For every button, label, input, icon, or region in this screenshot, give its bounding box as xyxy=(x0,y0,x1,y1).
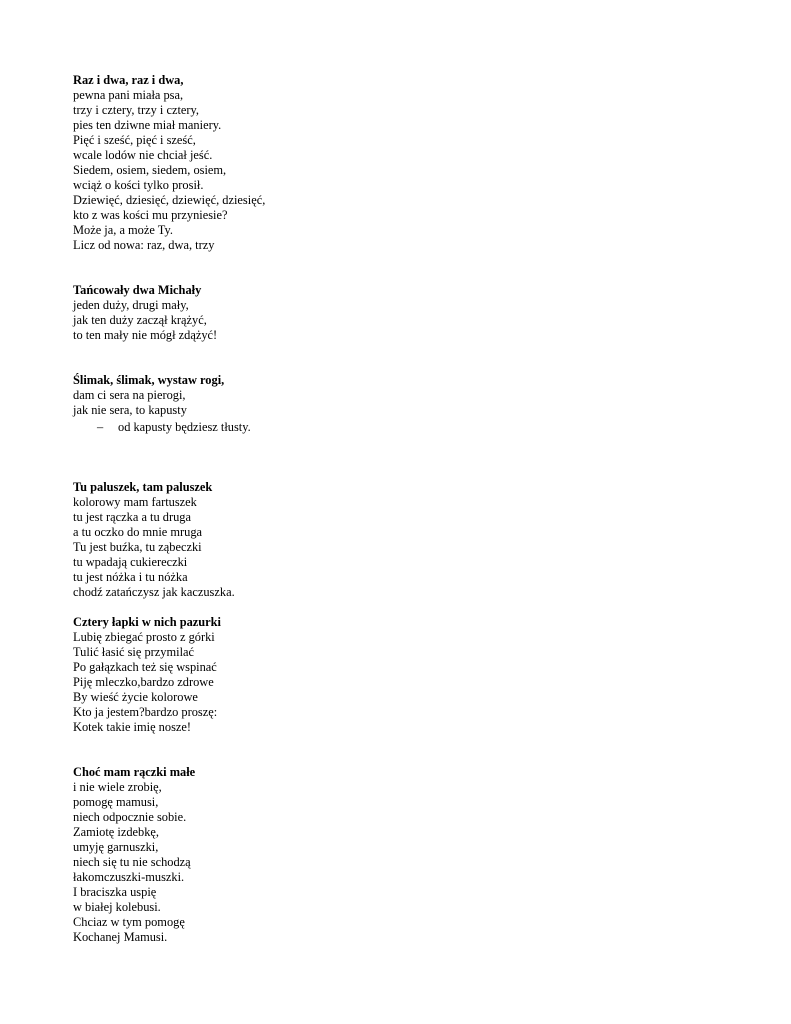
poem-line: Zamiotę izdebkę, xyxy=(73,825,160,839)
poem-line: wciąż o kości tylko prosił. xyxy=(73,178,204,192)
poem-line: chodź zatańczysz jak kaczuszka. xyxy=(73,585,235,599)
poem-line: kto z was kości mu przyniesie? xyxy=(73,208,228,222)
poem-line: trzy i cztery, trzy i cztery, xyxy=(73,103,200,117)
spacer xyxy=(73,343,723,373)
poem-line: a tu oczko do mnie mruga xyxy=(73,525,203,539)
poem-line: jeden duży, drugi mały, xyxy=(73,298,189,312)
spacer xyxy=(73,735,723,765)
poem-line: pomogę mamusi, xyxy=(73,795,159,809)
poem-line: umyję garnuszki, xyxy=(73,840,159,854)
poem-line: kolorowy mam fartuszek xyxy=(73,495,197,509)
poem-line: w białej kolebusi. xyxy=(73,900,161,914)
poem-line: pewna pani miała psa, xyxy=(73,88,184,102)
poem-line: Kochanej Mamusi. xyxy=(73,930,168,944)
poem-line: niech odpocznie sobie. xyxy=(73,810,187,824)
poem-2 xyxy=(73,283,723,343)
poem-line: jak nie sera, to kapusty xyxy=(73,403,187,417)
poem-line: By wieść życie kolorowe xyxy=(73,690,198,704)
poem-line: od kapusty będziesz tłusty. xyxy=(118,420,251,434)
poem-line: dam ci sera na pierogi, xyxy=(73,388,186,402)
poem-line: Piję mleczko,bardzo zdrowe xyxy=(73,675,214,689)
poem-6 xyxy=(73,765,723,945)
poem-title: Choć mam rączki małe xyxy=(73,765,196,779)
poem-4 xyxy=(73,480,723,600)
poem-title: Tu paluszek, tam paluszek xyxy=(73,480,213,494)
poem-line: pies ten dziwne miał maniery. xyxy=(73,118,222,132)
spacer xyxy=(73,435,723,480)
poem-line: Lubię zbiegać prosto z górki xyxy=(73,630,215,644)
poem-line: łakomczuszki-muszki. xyxy=(73,870,185,884)
document-page xyxy=(73,73,723,945)
poem-line: Siedem, osiem, siedem, osiem, xyxy=(73,163,227,177)
poem-line: Chciaz w tym pomogę xyxy=(73,915,185,929)
poem-line: Tu jest buźka, tu ząbeczki xyxy=(73,540,202,554)
poem-5 xyxy=(73,615,723,735)
poem-line: Tulić łasić się przymilać xyxy=(73,645,195,659)
poem-dash-line xyxy=(73,420,723,435)
spacer xyxy=(73,600,723,615)
spacer xyxy=(73,253,723,283)
poem-line: Pięć i sześć, pięć i sześć, xyxy=(73,133,196,147)
poem-line: tu wpadają cukiereczki xyxy=(73,555,188,569)
dash-bullet: – xyxy=(97,420,104,434)
poem-line: Kto ja jestem?bardzo proszę: xyxy=(73,705,218,719)
poem-line: wcale lodów nie chciał jeść. xyxy=(73,148,213,162)
poem-line: Licz od nowa: raz, dwa, trzy xyxy=(73,238,215,252)
poem-line: Kotek takie imię nosze! xyxy=(73,720,192,734)
poem-line: Może ja, a może Ty. xyxy=(73,223,173,237)
poem-line: tu jest rączka a tu druga xyxy=(73,510,192,524)
poem-line: jak ten duży zaczął krążyć, xyxy=(73,313,207,327)
poem-1 xyxy=(73,73,723,253)
poem-line: Dziewięć, dziesięć, dziewięć, dziesięć, xyxy=(73,193,266,207)
poem-3 xyxy=(73,373,723,435)
poem-line: to ten mały nie mógł zdążyć! xyxy=(73,328,218,342)
poem-line: i nie wiele zrobię, xyxy=(73,780,162,794)
poem-line: Po gałązkach też się wspinać xyxy=(73,660,217,674)
poem-line: I braciszka uspię xyxy=(73,885,157,899)
poem-line: tu jest nóżka i tu nóżka xyxy=(73,570,188,584)
poem-title: Raz i dwa, raz i dwa, xyxy=(73,73,184,87)
poem-title: Cztery łapki w nich pazurki xyxy=(73,615,222,629)
poem-title: Tańcowały dwa Michały xyxy=(73,283,202,297)
poem-line: niech się tu nie schodzą xyxy=(73,855,191,869)
poem-title: Ślimak, ślimak, wystaw rogi, xyxy=(73,373,225,387)
